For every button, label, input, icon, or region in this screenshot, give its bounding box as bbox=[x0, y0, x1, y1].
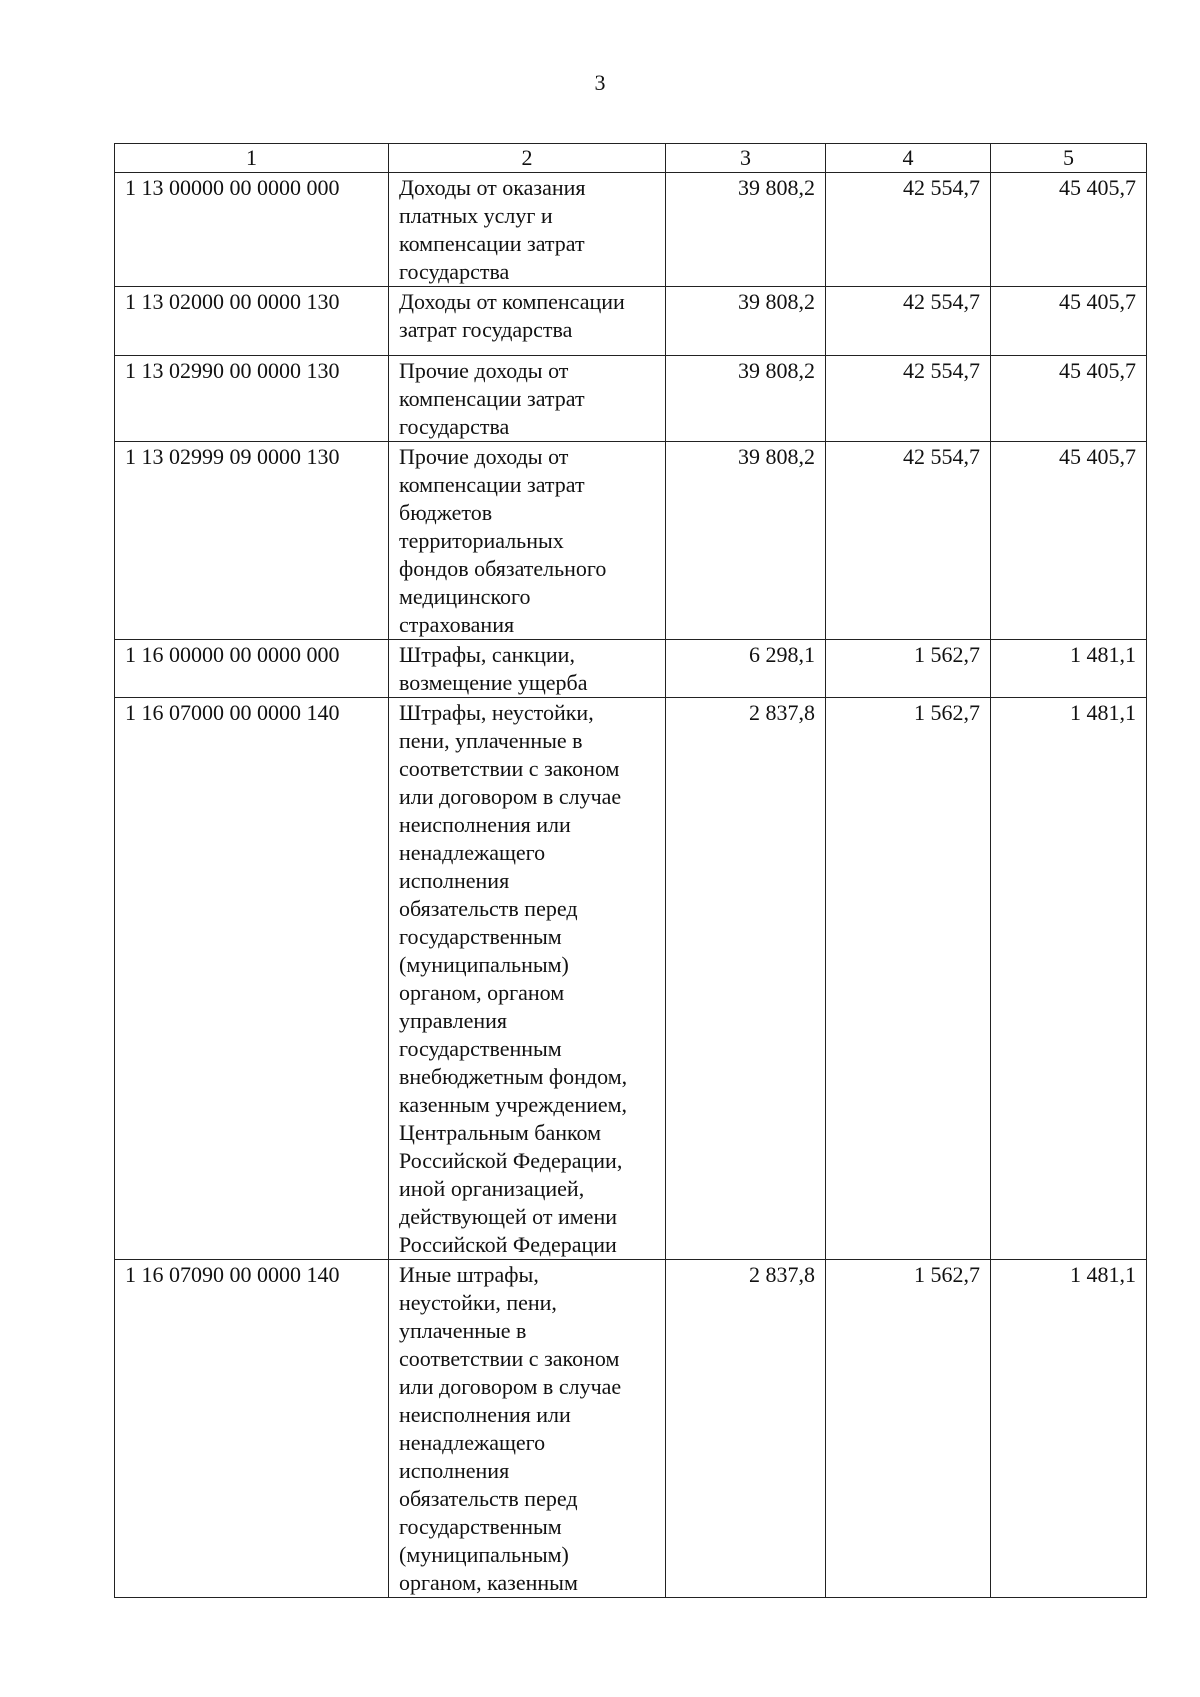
item-name-line: исполнения bbox=[399, 1458, 510, 1483]
value-year-3: 45 405,7 bbox=[991, 287, 1147, 356]
table-header-row bbox=[115, 144, 1147, 173]
value-year-2: 42 554,7 bbox=[826, 287, 991, 356]
item-name-line: Доходы от компенсации bbox=[399, 289, 625, 314]
table-row bbox=[115, 287, 1147, 356]
item-name-line: Российской Федерации bbox=[399, 1232, 617, 1257]
item-name-line: казенным учреждением, bbox=[399, 1092, 628, 1117]
item-name-line: действующей от имени bbox=[399, 1204, 617, 1229]
item-name-line: компенсации затрат bbox=[399, 472, 585, 497]
value-year-3: 1 481,1 bbox=[991, 698, 1147, 1260]
item-name-line: компенсации затрат bbox=[399, 231, 585, 256]
item-name-line: компенсации затрат bbox=[399, 386, 585, 411]
column-header-5: 5 bbox=[991, 144, 1147, 173]
table-row bbox=[115, 698, 1147, 1260]
item-name-line: государственным bbox=[399, 924, 562, 949]
item-name-line: неисполнения или bbox=[399, 1402, 571, 1427]
item-name-line: или договором в случае bbox=[399, 1374, 622, 1399]
value-year-2: 42 554,7 bbox=[826, 173, 991, 287]
table-row bbox=[115, 640, 1147, 698]
item-name-line: фондов обязательного bbox=[399, 556, 607, 581]
item-name bbox=[389, 640, 666, 698]
item-name-line: возмещение ущерба bbox=[399, 670, 588, 695]
item-name-line: или договором в случае bbox=[399, 784, 622, 809]
item-name-line: внебюджетным фондом, bbox=[399, 1064, 628, 1089]
value-year-3: 45 405,7 bbox=[991, 173, 1147, 287]
item-name-line: бюджетов bbox=[399, 500, 493, 525]
budget-code: 1 16 07000 00 0000 140 bbox=[115, 698, 389, 1260]
value-year-3: 45 405,7 bbox=[991, 442, 1147, 640]
item-name-line: государства bbox=[399, 414, 510, 439]
table-row bbox=[115, 442, 1147, 640]
value-year-2: 42 554,7 bbox=[826, 356, 991, 442]
item-name-line: уплаченные в bbox=[399, 1318, 527, 1343]
item-name bbox=[389, 698, 666, 1260]
budget-code: 1 16 07090 00 0000 140 bbox=[115, 1260, 389, 1598]
item-name-line: неустойки, пени, bbox=[399, 1290, 557, 1315]
item-name-line: соответствии с законом bbox=[399, 1346, 620, 1371]
item-name bbox=[389, 356, 666, 442]
item-name bbox=[389, 173, 666, 287]
item-name-line: Центральным банком bbox=[399, 1120, 602, 1145]
value-year-1: 2 837,8 bbox=[666, 1260, 826, 1598]
item-name bbox=[389, 287, 666, 356]
value-year-3: 1 481,1 bbox=[991, 640, 1147, 698]
item-name-line: ненадлежащего bbox=[399, 840, 546, 865]
budget-code: 1 16 00000 00 0000 000 bbox=[115, 640, 389, 698]
value-year-1: 39 808,2 bbox=[666, 173, 826, 287]
column-header-2: 2 bbox=[389, 144, 666, 173]
value-year-1: 39 808,2 bbox=[666, 287, 826, 356]
item-name-line: государства bbox=[399, 259, 510, 284]
item-name-line: Штрафы, неустойки, bbox=[399, 700, 594, 725]
item-name-line: территориальных bbox=[399, 528, 564, 553]
item-name-line: органом, казенным bbox=[399, 1570, 578, 1595]
item-name-line: иной организацией, bbox=[399, 1176, 585, 1201]
item-name-line: государственным bbox=[399, 1514, 562, 1539]
table-row bbox=[115, 173, 1147, 287]
budget-code: 1 13 00000 00 0000 000 bbox=[115, 173, 389, 287]
item-name-line: управления bbox=[399, 1008, 508, 1033]
item-name-line: Доходы от оказания bbox=[399, 175, 586, 200]
item-name-line: ненадлежащего bbox=[399, 1430, 546, 1455]
item-name-line: (муниципальным) bbox=[399, 1542, 569, 1567]
table-row bbox=[115, 1260, 1147, 1598]
value-year-1: 39 808,2 bbox=[666, 356, 826, 442]
column-header-3: 3 bbox=[666, 144, 826, 173]
value-year-3: 45 405,7 bbox=[991, 356, 1147, 442]
item-name-line: обязательств перед bbox=[399, 896, 578, 921]
item-name-line: Прочие доходы от bbox=[399, 444, 569, 469]
value-year-1: 2 837,8 bbox=[666, 698, 826, 1260]
item-name-line: медицинского bbox=[399, 584, 531, 609]
item-name-line: государственным bbox=[399, 1036, 562, 1061]
value-year-2: 1 562,7 bbox=[826, 698, 991, 1260]
budget-code: 1 13 02000 00 0000 130 bbox=[115, 287, 389, 356]
budget-code: 1 13 02999 09 0000 130 bbox=[115, 442, 389, 640]
item-name-line: Иные штрафы, bbox=[399, 1262, 539, 1287]
value-year-3: 1 481,1 bbox=[991, 1260, 1147, 1598]
item-name-line: обязательств перед bbox=[399, 1486, 578, 1511]
item-name-line: пени, уплаченные в bbox=[399, 728, 583, 753]
column-header-1: 1 bbox=[115, 144, 389, 173]
item-name-line: неисполнения или bbox=[399, 812, 571, 837]
item-name-line: соответствии с законом bbox=[399, 756, 620, 781]
item-name-line: органом, органом bbox=[399, 980, 565, 1005]
item-name-line: Штрафы, санкции, bbox=[399, 642, 575, 667]
budget-table bbox=[114, 143, 1147, 1598]
column-header-4: 4 bbox=[826, 144, 991, 173]
item-name bbox=[389, 442, 666, 640]
item-name-line: платных услуг и bbox=[399, 203, 553, 228]
item-name-line: страхования bbox=[399, 612, 515, 637]
item-name-line: затрат государства bbox=[399, 317, 573, 342]
value-year-2: 42 554,7 bbox=[826, 442, 991, 640]
item-name-line: Прочие доходы от bbox=[399, 358, 569, 383]
value-year-1: 6 298,1 bbox=[666, 640, 826, 698]
item-name-line: (муниципальным) bbox=[399, 952, 569, 977]
value-year-2: 1 562,7 bbox=[826, 1260, 991, 1598]
item-name-line: исполнения bbox=[399, 868, 510, 893]
budget-code: 1 13 02990 00 0000 130 bbox=[115, 356, 389, 442]
item-name-line: Российской Федерации, bbox=[399, 1148, 623, 1173]
value-year-2: 1 562,7 bbox=[826, 640, 991, 698]
table-row bbox=[115, 356, 1147, 442]
page-number: 3 bbox=[594, 70, 606, 95]
item-name bbox=[389, 1260, 666, 1598]
value-year-1: 39 808,2 bbox=[666, 442, 826, 640]
